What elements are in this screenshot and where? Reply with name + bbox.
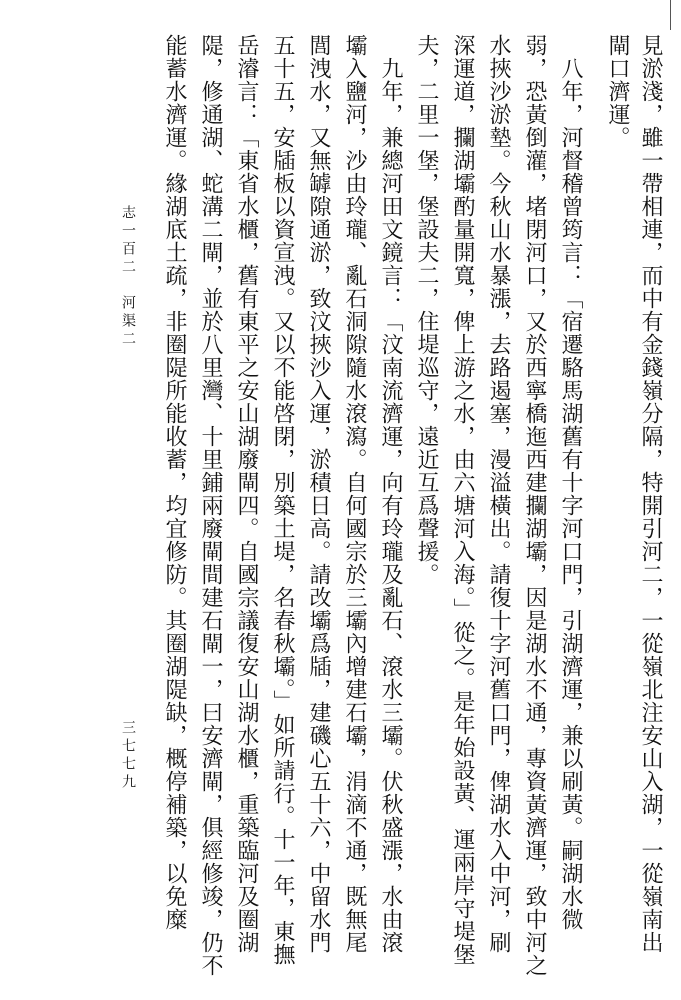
text-column-7: 夫，二里一堡，堡設夫二，住堤巡守，遠近互爲聲援。 (414, 34, 439, 586)
text-column-11: 五十五，安牐板以資宣洩。又以不能啓閉，別築土堤，名春秋壩。」如所請行。十一年，東撫 (270, 34, 295, 966)
text-column-14: 能蓄水濟運。緣湖底土疏，非圈隄所能收蓄，均宜修防。其圈湖隄缺，概停補築，以免糜 (162, 34, 187, 931)
page-edge-mark (670, 0, 671, 30)
text-column-6: 深運道，攔湖壩酌量開寬，俾上游之水，由六塘河入海。」從之。是年始設黃、運兩岸守堤堡 (450, 34, 475, 966)
text-column-5: 水挾沙淤墊。今秋山水暴漲，去路遏塞，漫溢橫出。請復十字河舊口門，俾湖水入中河，刷 (486, 34, 511, 954)
text-column-1: 見淤淺，雖一帶相連，而中有金錢嶺分隔，特開引河二，一從嶺北注安山入湖，一從嶺南出 (638, 34, 663, 954)
text-column-4: 弱，恐黃倒灌，堵閉河口，又於西寧橋迤西建攔湖壩，因是湖水不通，專資黃濟運，致中河之 (522, 34, 547, 977)
text-column-13: 隄，修通湖、蛇溝二閘，並於八里灣、十里鋪兩廢閘間建石閘一，曰安濟閘，俱經修竣，仍不 (198, 34, 223, 977)
text-column-3: 八年，河督稽曾筠言：「宿遷駱馬湖舊有十字河口門，引湖濟運，兼以刷黃。嗣湖水微 (558, 34, 583, 931)
text-column-12: 岳濬言：「東省水櫃，舊有東平之安山湖廢閘四。自國宗議復安山湖水櫃，重築臨河及圈湖 (234, 34, 259, 954)
text-column-8: 九年，兼總河田文鏡言：「汶南流濟運，向有玲瓏及亂石、滾水三壩。伏秋盛漲，水由滾 (378, 34, 403, 954)
text-column-2: 閘口濟運。 (605, 34, 630, 149)
text-column-10: 閭洩水，又無罅隙通淤，致汶挾沙入運，淤積日高。請改壩爲牐，建磯心五十六，中留水門 (306, 34, 331, 954)
text-column-9: 壩入鹽河，沙由玲瓏、亂石洞隙隨水滾瀉。自何國宗於三壩內增建石壩，涓滴不通，既無尾 (342, 34, 367, 954)
running-header: 志一百二 河渠二 (120, 205, 136, 349)
page-number: 三七七九 (120, 720, 136, 792)
